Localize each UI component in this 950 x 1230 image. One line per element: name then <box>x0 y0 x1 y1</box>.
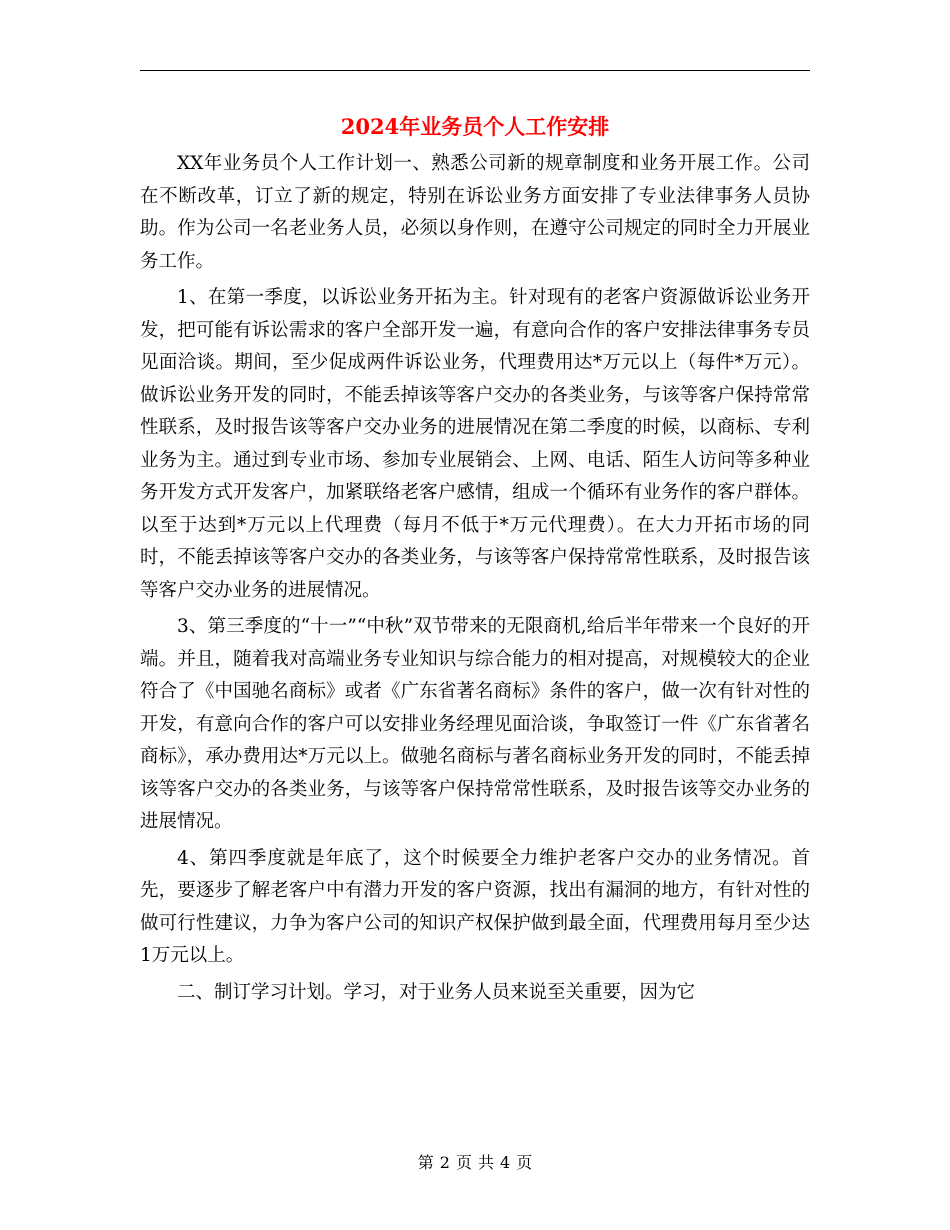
current-page-number: 2 <box>439 1153 450 1172</box>
paragraph-2: 1、在第一季度，以诉讼业务开拓为主。针对现有的老客户资源做诉讼业务开发，把可能有诉讼需求的客户全部开发一遍，有意向合作的客户安排法律事务专员见面洽谈。期间，至少促成两件诉讼业务，代理费用达*万元以上（每件*万元）。做诉讼业务开发的同时，不能丢掉该等客户交办的各类业务，与该等客户保持常常性联系，及时报告该等客户交办业务的进展情况在第二季度的时候，以商标、专利业务为主。通过到专业市场、参加专业展销会、上网、电话、陌生人访问等多种业务开发方式开发客户，加紧联络老客户感情，组成一个循环有业务作的客户群体。以至于达到*万元以上代理费（每月不低于*万元代理费）。在大力开拓市场的同时，不能丢掉该等客户交办的各类业务，与该等客户保持常常性联系，及时报告该等客户交办业务的进展情况。 <box>140 287 810 601</box>
paragraph-5: 二、制订学习计划。学习，对于业务人员来说至关重要，因为它 <box>177 981 696 1003</box>
paragraph-4: 4、第四季度就是年底了，这个时候要全力维护老客户交办的业务情况。首先，要逐步了解老客户中有潜力开发的客户资源，找出有漏洞的地方，有针对性的做可行性建议，力争为客户公司的知识产权保护做到最全面，代理费用每月至少达1万元以上。 <box>140 847 810 966</box>
page-footer <box>140 1152 810 1174</box>
document-body <box>140 148 810 1013</box>
header-rule <box>140 70 810 71</box>
footer-page-label: 页 <box>455 1153 472 1172</box>
footer-suffix: 页 <box>516 1153 533 1172</box>
total-pages-number: 4 <box>500 1153 511 1172</box>
paragraph-1: XX年业务员个人工作计划一、熟悉公司新的规章制度和业务开展工作。公司在不断改革，订立了新的规定，特别在诉讼业务方面安排了专业法律事务人员协助。作为公司一名老业务人员，必须以身作则，在遵守公司规定的同时全力开展业务工作。 <box>140 153 810 272</box>
footer-prefix: 第 <box>417 1153 434 1172</box>
footer-total-label: 共 <box>478 1153 495 1172</box>
document-title: 2024年业务员个人工作安排 <box>340 114 610 139</box>
paragraph-3: 3、第三季度的“十一”“中秋”双节带来的无限商机,给后半年带来一个良好的开端。并且，随着我对高端业务专业知识与综合能力的相对提高，对规模较大的企业符合了《中国驰名商标》或者《广东省著名商标》条件的客户，做一次有针对性的开发，有意向合作的客户可以安排业务经理见面洽谈，争取签订一件《广东省著名商标》，承办费用达*万元以上。做驰名商标与著名商标业务开发的同时，不能丢掉该等客户交办的各类业务，与该等客户保持常常性联系，及时报告该等交办业务的进展情况。 <box>140 616 810 832</box>
